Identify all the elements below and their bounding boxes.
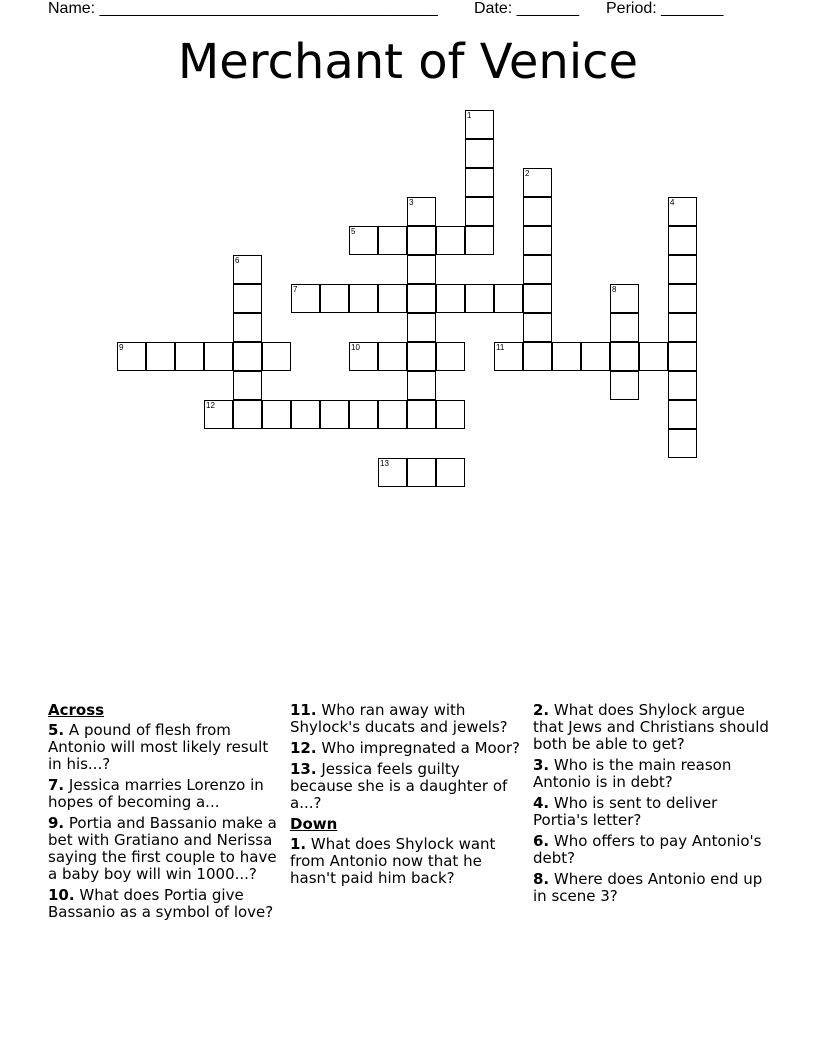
grid-cell[interactable] [349,342,378,371]
grid-cell[interactable] [523,197,552,226]
clue-number: 11. [290,701,317,719]
grid-cell[interactable] [349,226,378,255]
grid-cell[interactable] [668,371,697,400]
grid-cell[interactable] [668,255,697,284]
grid-cell[interactable] [204,342,233,371]
clue-text: A pound of flesh from Antonio will most likely result in his...? [48,721,269,773]
grid-cell[interactable] [262,400,291,429]
clue-number-label: 3 [409,198,414,207]
grid-cell[interactable] [233,371,262,400]
grid-cell[interactable] [668,400,697,429]
grid-cell[interactable] [494,342,523,371]
grid-cell[interactable] [204,400,233,429]
grid-cell[interactable] [436,342,465,371]
clue-number-label: 1 [467,111,472,120]
grid-cell[interactable] [465,226,494,255]
clue-number-label: 5 [351,227,356,236]
clue-number-label: 8 [612,285,617,294]
grid-cell[interactable] [494,284,523,313]
period-field[interactable]: Period: _______ [606,0,724,17]
clue-text: Who is the main reason Antonio is in debt? [533,756,732,791]
grid-cell[interactable] [320,400,349,429]
grid-cell[interactable] [233,284,262,313]
clue-number-label: 6 [235,256,240,265]
grid-cell[interactable] [668,284,697,313]
clue-text: Jessica feels guilty because she is a daughter of a...? [290,760,508,812]
grid-cell[interactable] [552,342,581,371]
clue-text: Portia and Bassanio make a bet with Gratiano and Nerissa saying the first couple to have a baby boy will win 1000...? [48,814,277,883]
down-heading: Down [290,815,338,833]
grid-cell[interactable] [610,313,639,342]
across-clue-11 [290,702,526,736]
clue-number: 2. [533,701,550,719]
grid-cell[interactable] [407,371,436,400]
clue-text: Jessica marries Lorenzo in hopes of becoming a... [48,776,264,811]
clue-number-label: 10 [351,343,360,352]
grid-cell[interactable] [407,284,436,313]
grid-cell[interactable] [668,342,697,371]
grid-cell[interactable] [668,197,697,226]
grid-cell[interactable] [465,139,494,168]
clue-text: Where does Antonio end up in scene 3? [533,870,763,905]
grid-cell[interactable] [233,400,262,429]
clue-number-label: 12 [206,401,215,410]
clue-text: Who impregnated a Moor? [321,739,521,757]
grid-cell[interactable] [523,313,552,342]
grid-cell[interactable] [378,284,407,313]
grid-cell[interactable] [465,284,494,313]
clue-number: 8. [533,870,550,888]
clues-column-3 [533,702,769,909]
clue-text: What does Shylock want from Antonio now that he hasn't paid him back? [290,835,496,887]
clue-number: 4. [533,794,550,812]
across-clue-12 [290,740,526,757]
grid-cell[interactable] [581,342,610,371]
grid-cell[interactable] [436,400,465,429]
grid-cell[interactable] [407,197,436,226]
grid-cell[interactable] [523,226,552,255]
grid-cell[interactable] [349,284,378,313]
grid-cell[interactable] [523,342,552,371]
grid-cell[interactable] [407,313,436,342]
clue-text: What does Shylock argue that Jews and Christians should both be able to get? [533,701,769,753]
grid-cell[interactable] [610,371,639,400]
across-clue-13 [290,761,526,812]
clue-number-label: 7 [293,285,298,294]
grid-cell[interactable] [639,342,668,371]
grid-cell[interactable] [291,284,320,313]
grid-cell[interactable] [262,342,291,371]
grid-cell[interactable] [407,226,436,255]
grid-cell[interactable] [233,313,262,342]
clue-number: 5. [48,721,65,739]
grid-cell[interactable] [407,458,436,487]
grid-cell[interactable] [610,342,639,371]
grid-cell[interactable] [407,400,436,429]
clue-number: 1. [290,835,307,853]
across-clue-7 [48,777,284,811]
date-field[interactable]: Date: _______ [474,0,579,17]
grid-cell[interactable] [291,400,320,429]
grid-cell[interactable] [146,342,175,371]
grid-cell[interactable] [349,400,378,429]
grid-cell[interactable] [233,255,262,284]
clues-column-1 [48,702,284,925]
grid-cell[interactable] [320,284,349,313]
grid-cell[interactable] [233,342,262,371]
clue-number: 7. [48,776,65,794]
clues-section [48,702,778,962]
clue-text: What does Portia give Bassanio as a symbol of love? [48,886,274,921]
clue-number: 12. [290,739,317,757]
clue-text: Who ran away with Shylock's ducats and jewels? [290,701,508,736]
grid-cell[interactable] [407,342,436,371]
name-field[interactable]: Name: ______________________________________ [48,0,438,17]
down-clue-4 [533,795,769,829]
clue-number: 6. [533,832,550,850]
down-clue-3 [533,757,769,791]
grid-cell[interactable] [523,168,552,197]
grid-cell[interactable] [378,458,407,487]
grid-cell[interactable] [436,284,465,313]
down-clue-2 [533,702,769,753]
grid-cell[interactable] [668,429,697,458]
across-clue-10 [48,887,284,921]
clue-number: 10. [48,886,75,904]
grid-cell[interactable] [117,342,146,371]
across-heading: Across [48,701,105,719]
across-clue-5 [48,722,284,773]
clue-number-label: 2 [525,169,530,178]
down-clue-8 [533,871,769,905]
grid-cell[interactable] [668,313,697,342]
grid-cell[interactable] [523,284,552,313]
grid-cell[interactable] [523,255,552,284]
grid-cell[interactable] [668,226,697,255]
clue-text: Who offers to pay Antonio's debt? [533,832,762,867]
grid-cell[interactable] [610,284,639,313]
crossword-grid [0,0,816,500]
clue-number-label: 11 [496,343,505,352]
grid-cell[interactable] [175,342,204,371]
clues-column-2 [290,702,526,891]
grid-cell[interactable] [378,226,407,255]
grid-cell[interactable] [465,110,494,139]
clue-number-label: 13 [380,459,389,468]
grid-cell[interactable] [407,255,436,284]
across-clue-9 [48,815,284,883]
grid-cell[interactable] [465,197,494,226]
grid-cell[interactable] [436,226,465,255]
grid-cell[interactable] [378,342,407,371]
grid-cell[interactable] [378,400,407,429]
down-clue-6 [533,833,769,867]
clue-number: 3. [533,756,550,774]
clue-number-label: 4 [670,198,675,207]
down-clue-1 [290,836,526,887]
page-title: Merchant of Venice [177,34,639,90]
grid-cell[interactable] [436,458,465,487]
clue-number: 9. [48,814,65,832]
grid-cell[interactable] [465,168,494,197]
clue-text: Who is sent to deliver Portia's letter? [533,794,718,829]
clue-number-label: 9 [119,343,124,352]
clue-number: 13. [290,760,317,778]
